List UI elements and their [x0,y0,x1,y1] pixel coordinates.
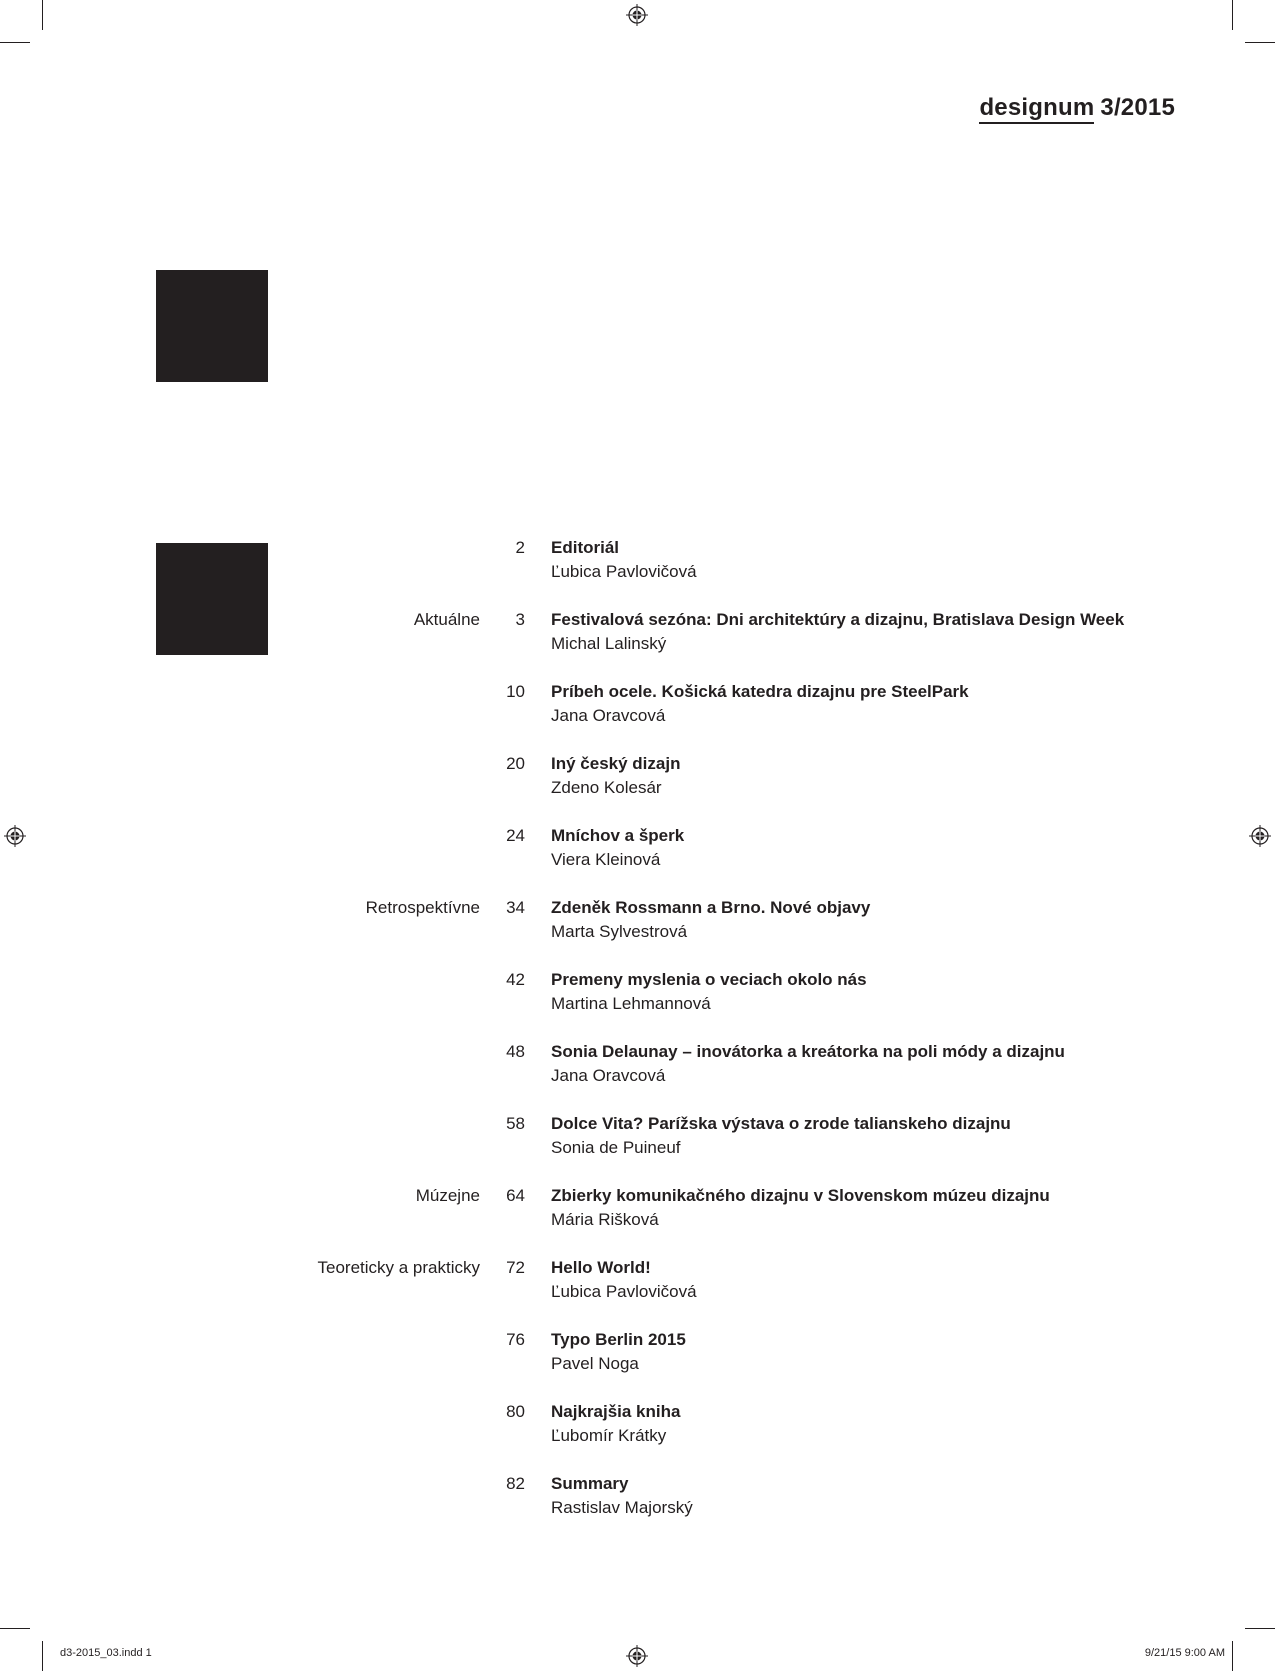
toc-page-number: 20 [506,754,525,773]
toc-article-title: Mníchov a šperk [551,826,685,845]
slug-filename: d3-2015_03.indd 1 [60,1647,152,1659]
toc-entry [0,896,1275,968]
toc-text [551,896,1191,944]
toc-page-number: 82 [506,1474,525,1493]
toc-article-author: Sonia de Puineuf [551,1138,681,1157]
toc-text [551,1184,1191,1232]
toc-entry [0,1328,1275,1400]
toc-entry [0,608,1275,680]
toc-article-title: Sonia Delaunay – inovátorka a kreátorka na poli módy a dizajnu [551,1042,1065,1061]
toc-article-title: Hello World! [551,1258,651,1277]
crop-mark-top-left-horizontal [0,42,30,43]
toc-page-number: 3 [515,610,525,629]
toc-page-number: 76 [506,1330,525,1349]
toc-text [551,1400,1191,1448]
crop-mark-bottom-right-vertical [1232,1641,1233,1671]
crop-mark-bottom-left-horizontal [0,1628,30,1629]
toc-article-author: Martina Lehmannová [551,994,711,1013]
toc-page-number: 64 [506,1186,525,1205]
toc-article-author: Jana Oravcová [551,706,666,725]
toc-article-author: Ľubomír Krátky [551,1426,667,1445]
toc-article-title: Príbeh ocele. Košická katedra dizajnu pre SteelPark [551,682,969,701]
toc-text [551,1040,1191,1088]
masthead [979,94,1175,124]
toc-text [551,1112,1191,1160]
crop-mark-bottom-right-horizontal [1245,1628,1275,1629]
toc-entry [0,1472,1275,1544]
toc-article-title: Iný český dizajn [551,754,681,773]
toc-page-number: 58 [506,1114,525,1133]
toc-entry [0,1400,1275,1472]
toc-entry [0,1256,1275,1328]
toc-entry [0,680,1275,752]
toc-text [551,752,1191,800]
toc-article-title: Festivalová sezóna: Dni architektúry a dizajnu, Bratislava Design Week [551,610,1125,629]
toc-article-author: Michal Lalinský [551,634,667,653]
toc-page-number: 24 [506,826,525,845]
toc-article-author: Viera Kleinová [551,850,661,869]
toc-article-title: Zdeněk Rossmann a Brno. Nové objavy [551,898,871,917]
toc-page-number: 42 [506,970,525,989]
slug-timestamp: 9/21/15 9:00 AM [1144,1647,1225,1659]
toc-article-title: Najkrajšia kniha [551,1402,681,1421]
toc-text [551,1328,1191,1376]
toc-section-label: Aktuálne [413,610,480,629]
toc-section-label: Retrospektívne [365,898,480,917]
masthead-brand: designum [979,95,1094,124]
toc-article-title: Summary [551,1474,629,1493]
toc-entry [0,1112,1275,1184]
toc-article-title: Dolce Vita? Parížska výstava o zrode talianskeho dizajnu [551,1114,1011,1133]
toc-text [551,608,1191,656]
toc-text [551,824,1191,872]
toc-page-number: 80 [506,1402,525,1421]
toc-section-label: Teoreticky a prakticky [317,1258,480,1277]
toc-entry [0,968,1275,1040]
decorative-black-square-top [156,270,268,382]
toc-article-author: Marta Sylvestrová [551,922,688,941]
toc-article-title: Premeny myslenia o veciach okolo nás [551,970,867,989]
toc-page-number: 48 [506,1042,525,1061]
toc-text [551,1256,1191,1304]
toc-article-author: Ľubica Pavlovičová [551,562,697,581]
toc-text [551,968,1191,1016]
toc-page-number: 10 [506,682,525,701]
toc-article-title: Editoriál [551,538,620,557]
toc-entry [0,536,1275,608]
toc-text [551,1472,1191,1520]
registration-mark-top-icon [626,4,648,26]
toc-entry [0,1184,1275,1256]
toc-article-author: Rastislav Majorský [551,1498,693,1517]
toc-entry [0,824,1275,896]
toc-section-label: Múzejne [415,1186,480,1205]
toc-text [551,680,1191,728]
masthead-issue: 3/2015 [1100,94,1175,121]
toc-article-author: Zdeno Kolesár [551,778,662,797]
table-of-contents [0,536,1275,1544]
toc-page-number: 34 [506,898,525,917]
crop-mark-top-right-vertical [1232,0,1233,30]
toc-article-title: Typo Berlin 2015 [551,1330,686,1349]
toc-entry [0,1040,1275,1112]
toc-page-number: 2 [515,538,525,557]
toc-article-author: Mária Rišková [551,1210,659,1229]
crop-mark-top-right-horizontal [1245,42,1275,43]
toc-article-title: Zbierky komunikačného dizajnu v Slovenskom múzeu dizajnu [551,1186,1050,1205]
crop-mark-top-left-vertical [42,0,43,30]
crop-mark-bottom-left-vertical [42,1641,43,1671]
registration-mark-bottom-icon [626,1645,648,1667]
toc-text [551,536,1191,584]
toc-article-author: Ľubica Pavlovičová [551,1282,697,1301]
toc-page-number: 72 [506,1258,525,1277]
toc-article-author: Jana Oravcová [551,1066,666,1085]
toc-entry [0,752,1275,824]
toc-article-author: Pavel Noga [551,1354,639,1373]
